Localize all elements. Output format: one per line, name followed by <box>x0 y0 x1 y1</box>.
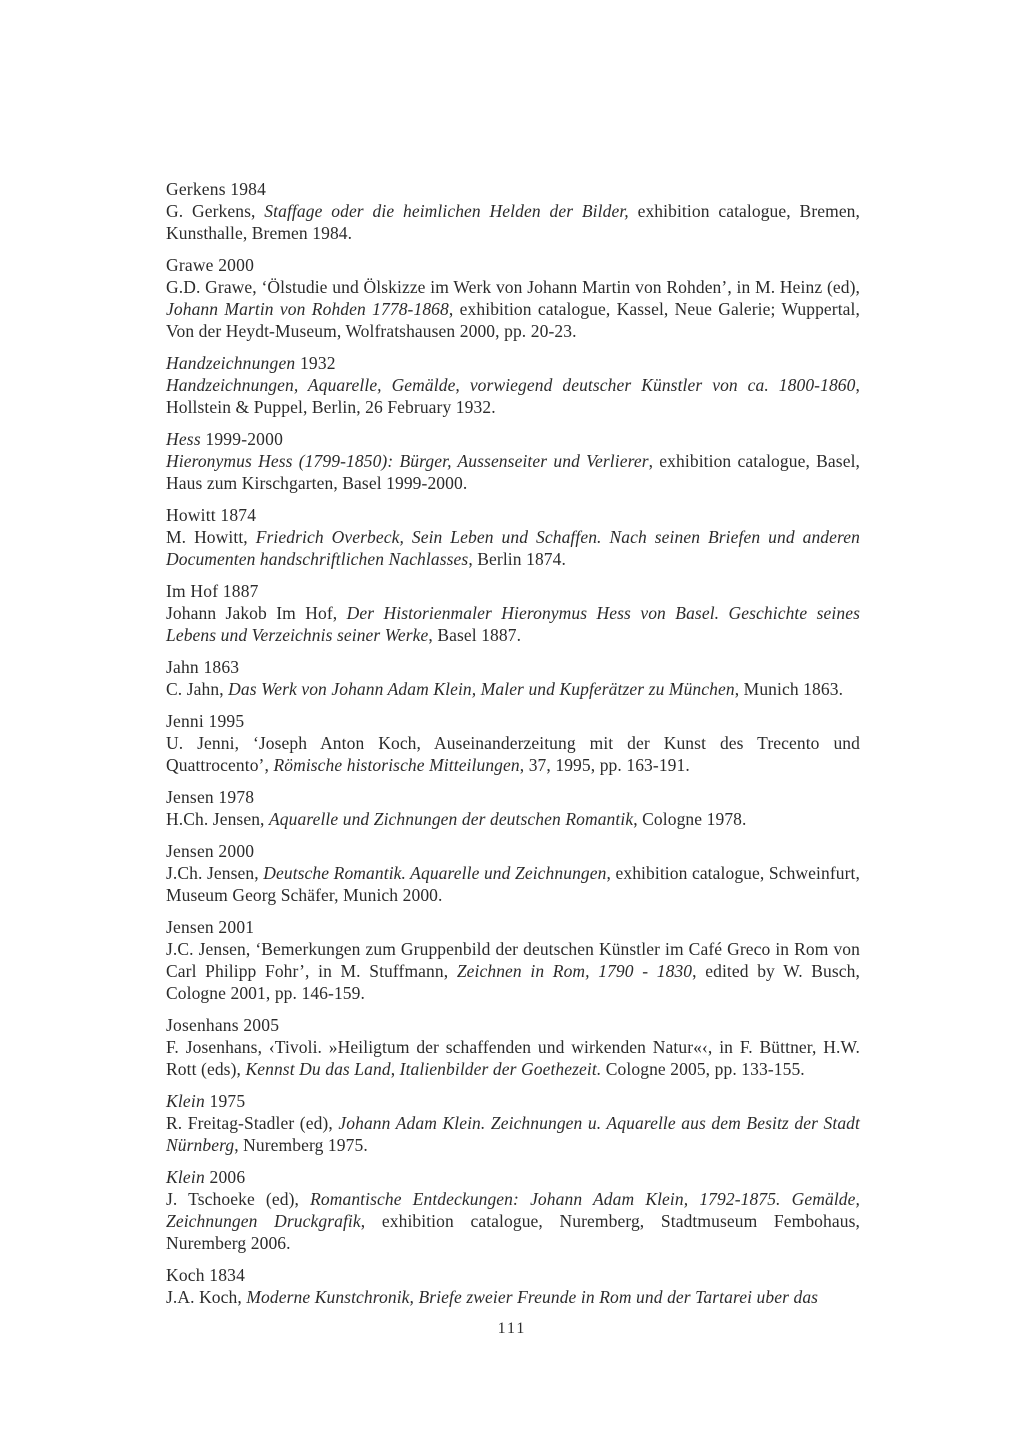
entry-key-part: Jensen 2001 <box>166 917 255 937</box>
ref-part: exhibition catalogue, Bremen, Kunsthalle, Bremen 1984. <box>166 201 861 243</box>
entry-reference <box>166 938 860 1004</box>
entry-key-part: Klein <box>166 1091 205 1111</box>
ref-part: Hieronymus Hess (1799-1850): Bürger, Aussenseiter und Verlierer <box>166 451 649 471</box>
entry-key-part: Grawe 2000 <box>166 255 255 275</box>
ref-part: J.Ch. Jensen, <box>166 863 264 883</box>
bibliography-list <box>166 178 860 1318</box>
ref-part: 1800-1860 <box>778 375 856 395</box>
bib-entry <box>166 1014 860 1080</box>
bib-entry <box>166 1166 860 1254</box>
ref-part: R. Freitag-Stadler (ed), <box>166 1113 339 1133</box>
entry-key-part: Hess <box>166 429 201 449</box>
entry-reference <box>166 374 860 418</box>
ref-part: , 37, 1995, pp. 163-191. <box>519 755 690 775</box>
ref-part: Zeichnen in Rom, 1790 - 1830 <box>456 961 693 981</box>
bib-entry <box>166 656 860 700</box>
ref-part: Das Werk von Johann Adam Klein, Maler und Kupferätzer zu München <box>228 679 735 699</box>
bib-entry <box>166 254 860 342</box>
ref-part: Cologne 2005, pp. 133-155. <box>601 1059 805 1079</box>
ref-part: , exhibition catalogue, Nuremberg, Stadtmuseum Fembohaus, Nuremberg 2006. <box>166 1211 860 1253</box>
bib-entry <box>166 840 860 906</box>
entry-key-part: Jensen 1978 <box>166 787 255 807</box>
entry-reference <box>166 1188 860 1254</box>
entry-key <box>166 580 860 602</box>
entry-key <box>166 786 860 808</box>
ref-part: Kennst Du das Land <box>245 1059 391 1079</box>
entry-reference <box>166 1036 860 1080</box>
entry-reference <box>166 602 860 646</box>
ref-part: , exhibition catalogue, Kassel, Neue Galerie; Wuppertal, Von der Heydt-Museum, Wolfratshausen 2000, pp. 20-23. <box>166 299 860 341</box>
ref-part: C. Jahn, <box>166 679 229 699</box>
ref-part: U. Jenni, ‘Joseph Anton Koch, Auseinanderzeitung mit der Kunst des Trecento und Quattrocento’, <box>166 733 860 775</box>
ref-part: J.C. Jensen, ‘Bemerkungen zum Gruppenbild der deutschen Künstler im Café Greco in Rom von Carl Philipp Fohr’, in M. Stuffmann, <box>166 939 860 981</box>
entry-key <box>166 1264 860 1286</box>
ref-part: , exhibition catalogue, Schweinfurt, Museum Georg Schäfer, Munich 2000. <box>166 863 860 905</box>
ref-part: , exhibition catalogue, Basel, Haus zum Kirschgarten, Basel 1999-2000. <box>166 451 861 493</box>
entry-key <box>166 504 860 526</box>
entry-key-part: Koch 1834 <box>166 1265 246 1285</box>
ref-part: F. Josenhans, ‹Tivoli. »Heiligtum der schaffenden und wirkenden Natur«‹, in F. Büttner, H.W. Rott (eds), <box>166 1037 860 1079</box>
entry-reference <box>166 1286 860 1308</box>
entry-reference <box>166 732 860 776</box>
entry-key <box>166 1166 860 1188</box>
ref-part: Aquarelle und Zichnungen der deutschen Romantik <box>269 809 634 829</box>
entry-key-part: Jenni 1995 <box>166 711 245 731</box>
entry-key-part: Jensen 2000 <box>166 841 255 861</box>
ref-part: Romantische Entdeckungen: Johann Adam Klein, 1792-1875. Gemälde, Zeichnungen Druckgrafik <box>166 1189 860 1231</box>
entry-key-part: 2006 <box>204 1167 246 1187</box>
entry-reference <box>166 808 860 830</box>
entry-key-part: 1932 <box>295 353 336 373</box>
ref-part: J.A. Koch, <box>166 1287 247 1307</box>
entry-reference <box>166 526 860 570</box>
ref-part: Johann Adam Klein. Zeichnungen u. Aquarelle aus dem Besitz der Stadt Nürnberg <box>166 1113 860 1155</box>
entry-key-part: Jahn 1863 <box>166 657 240 677</box>
bib-entry <box>166 580 860 646</box>
entry-key <box>166 656 860 678</box>
entry-key-part: Howitt 1874 <box>166 505 257 525</box>
bib-entry <box>166 1264 860 1308</box>
entry-key-part: 1975 <box>204 1091 246 1111</box>
ref-part: Staffage oder die heimlichen Helden der Bilder, <box>264 201 629 221</box>
bib-entry <box>166 178 860 244</box>
ref-part: Friedrich Overbeck, Sein Leben und Schaffen. Nach seinen Briefen und anderen Documenten handschriftlichen Nachlasses <box>166 527 860 569</box>
bib-entry <box>166 352 860 418</box>
entry-key-part: Im Hof 1887 <box>166 581 259 601</box>
entry-key <box>166 916 860 938</box>
entry-key-part: Josenhans 2005 <box>166 1015 280 1035</box>
bib-entry <box>166 710 860 776</box>
entry-key <box>166 710 860 732</box>
ref-part: Handzeichnungen, Aquarelle, Gemälde, vorwiegend deutscher Künstler von ca. <box>166 375 769 395</box>
ref-part: H.Ch. Jensen, <box>166 809 269 829</box>
bib-entry <box>166 786 860 830</box>
ref-part: J. Tschoeke (ed), <box>166 1189 311 1209</box>
ref-part <box>769 375 779 395</box>
entry-key <box>166 1014 860 1036</box>
ref-part: Italienbilder der Goethezeit. <box>399 1059 602 1079</box>
bib-entry <box>166 916 860 1004</box>
ref-part: M. Howitt, <box>166 527 256 547</box>
page-number: 111 <box>497 1320 527 1337</box>
bib-entry <box>166 504 860 570</box>
ref-part: , <box>390 1059 400 1079</box>
entry-key <box>166 840 860 862</box>
entry-key <box>166 428 860 450</box>
ref-part: Deutsche Romantik. Aquarelle und Zeichnungen <box>263 863 607 883</box>
entry-reference <box>166 200 860 244</box>
ref-part: , Munich 1863. <box>734 679 844 699</box>
ref-part: , Basel 1887. <box>428 625 522 645</box>
entry-key-part: Klein <box>166 1167 205 1187</box>
bib-entry <box>166 428 860 494</box>
ref-part: Der Historienmaler Hieronymus Hess von Basel. Geschichte seines Lebens und Verzeichnis seiner Werke <box>166 603 861 645</box>
entry-key <box>166 352 860 374</box>
entry-reference <box>166 862 860 906</box>
ref-part: , Nuremberg 1975. <box>234 1135 368 1155</box>
ref-part: Moderne Kunstchronik, Briefe zweier Freunde in Rom und der Tartarei uber das <box>246 1287 819 1307</box>
ref-part: , Cologne 1978. <box>633 809 747 829</box>
entry-reference <box>166 678 860 700</box>
entry-reference <box>166 1112 860 1156</box>
ref-part: , edited by W. Busch, Cologne 2001, pp. 146-159. <box>166 961 861 1003</box>
ref-part: G. Gerkens, <box>166 201 265 221</box>
entry-key <box>166 254 860 276</box>
ref-part: Johann Jakob Im Hof, <box>166 603 347 623</box>
ref-part: G.D. Grawe, ‘Ölstudie und Ölskizze im Werk von Johann Martin von Rohden’, in M. Heinz (ed), <box>166 277 860 297</box>
bib-entry <box>166 1090 860 1156</box>
ref-part: Römische historische Mitteilungen <box>273 755 520 775</box>
entry-key <box>166 178 860 200</box>
ref-part: Johann Martin von Rohden 1778-1868 <box>166 299 449 319</box>
ref-part: , Hollstein & Puppel, Berlin, 26 February 1932. <box>166 375 860 417</box>
ref-part: , Berlin 1874. <box>468 549 566 569</box>
entry-key-part: Gerkens 1984 <box>166 179 267 199</box>
entry-key-part: 1999-2000 <box>200 429 284 449</box>
entry-key <box>166 1090 860 1112</box>
entry-reference <box>166 276 860 342</box>
entry-reference <box>166 450 860 494</box>
entry-key-part: Handzeichnungen <box>166 353 296 373</box>
